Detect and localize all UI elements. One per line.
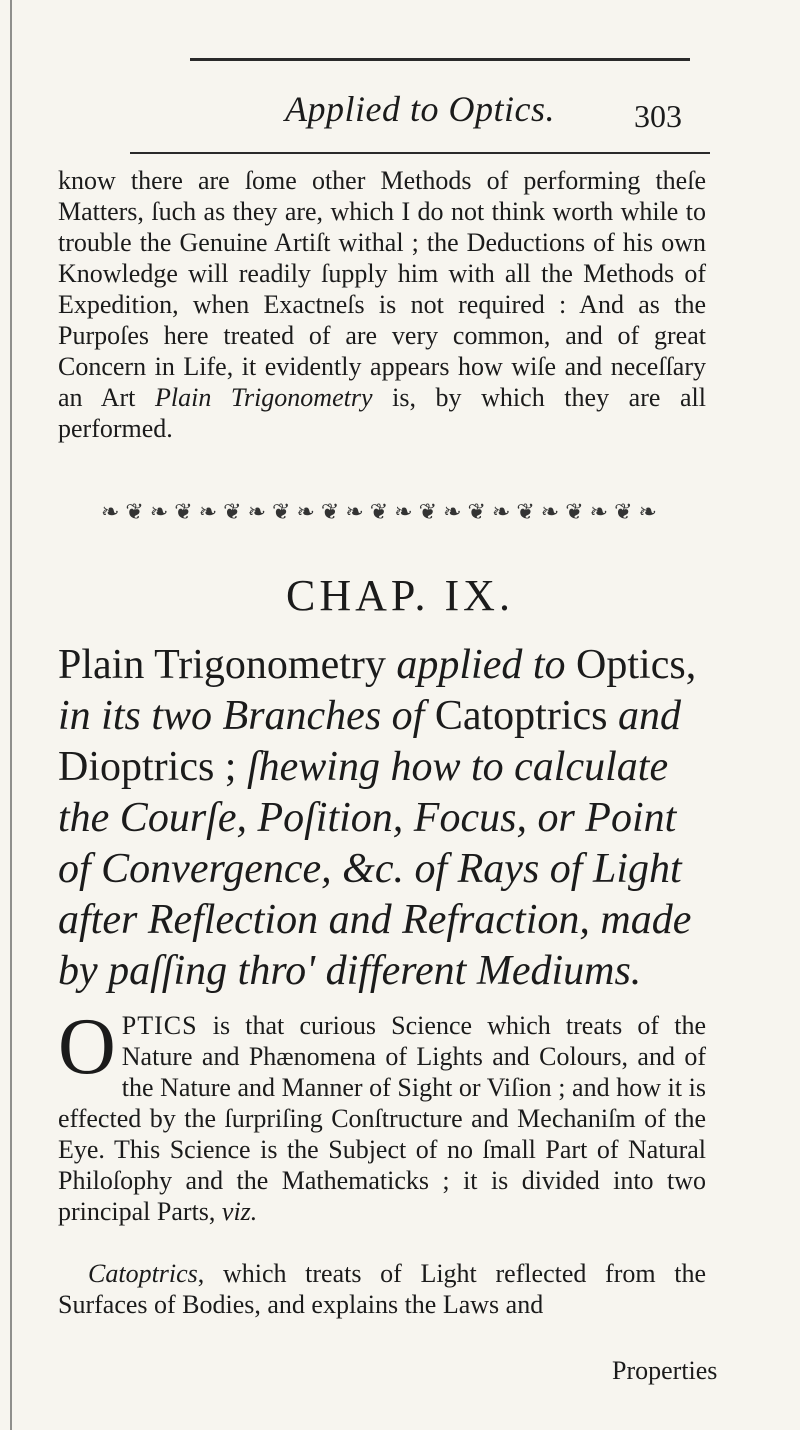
paragraph-tail: is, by which they are all performed. — [58, 383, 707, 443]
heading-part-6: and — [617, 693, 681, 739]
heading-part-5: Catoptrics — [424, 693, 618, 739]
heading-part-8: ſhewing how to calculate the Courſe, Poſition, Focus, or Point of Convergence, &c. of Rays of Light after Reflection and Refraction, made by paſſing thro' different Mediums. — [58, 744, 692, 994]
drop-cap: O — [58, 1003, 116, 1091]
ornamental-border: ❧❦❧❦❧❦❧❦❧❦❧❦❧❦❧❦❧❦❧❦❧❦❧ — [101, 500, 663, 525]
catoptrics-paragraph — [58, 1258, 706, 1320]
paragraph-emphasis: Plain Trigonometry — [154, 383, 373, 412]
heading-part-7: Dioptrics ; — [58, 744, 247, 790]
viz-abbrev: viz. — [221, 1197, 258, 1226]
top-rule — [190, 58, 690, 61]
header-rule — [130, 152, 710, 154]
running-title: Applied to Optics. — [285, 89, 555, 129]
heading-part-3: Optics, — [565, 642, 697, 688]
chapter-title: CHAP. IX. — [286, 571, 514, 620]
paragraph-continuation — [58, 165, 706, 444]
gutter-shadow — [10, 0, 12, 1430]
paragraph-text: know there are ſome other Methods of performing theſe Matters, ſuch as they are, which I do not think worth while to trouble the Genuine Artiſt withal ; the Deductions of his own Knowledge will readily ſupply him with all the Methods of Expedition, when Exactneſs is not required : And as the Purpoſes here treated of are very common, and of great Concern in Life, it evidently appears how wiſe and neceſſary an Art — [58, 166, 706, 412]
body-paragraph — [58, 1003, 706, 1227]
heading-part-2: applied to — [396, 642, 566, 688]
page-number: 303 — [634, 98, 682, 134]
catchword: Properties — [612, 1356, 718, 1385]
body-text: is that curious Science which treats of the Nature and Phænomena of Lights and Colours, and of the Nature and Manner of Sight or Viſion ; and how it is effected by the ſurpriſing Conſtructure and Mechaniſm of the Eye. This Science is the Subject of no ſmall Part of Natural Philoſophy and the Mathematicks ; it is divided into two principal Parts, — [58, 1011, 706, 1226]
heading-part-4: in its two Branches of — [58, 693, 425, 739]
lead-word: PTICS — [121, 1011, 198, 1040]
chapter-heading — [58, 640, 706, 997]
heading-part-1: Plain Trigonometry — [58, 642, 397, 688]
term-catoptrics: Catoptrics — [88, 1259, 198, 1288]
catoptrics-text: , which treats of Light reflected from the Surfaces of Bodies, and explains the Laws and — [58, 1259, 706, 1319]
